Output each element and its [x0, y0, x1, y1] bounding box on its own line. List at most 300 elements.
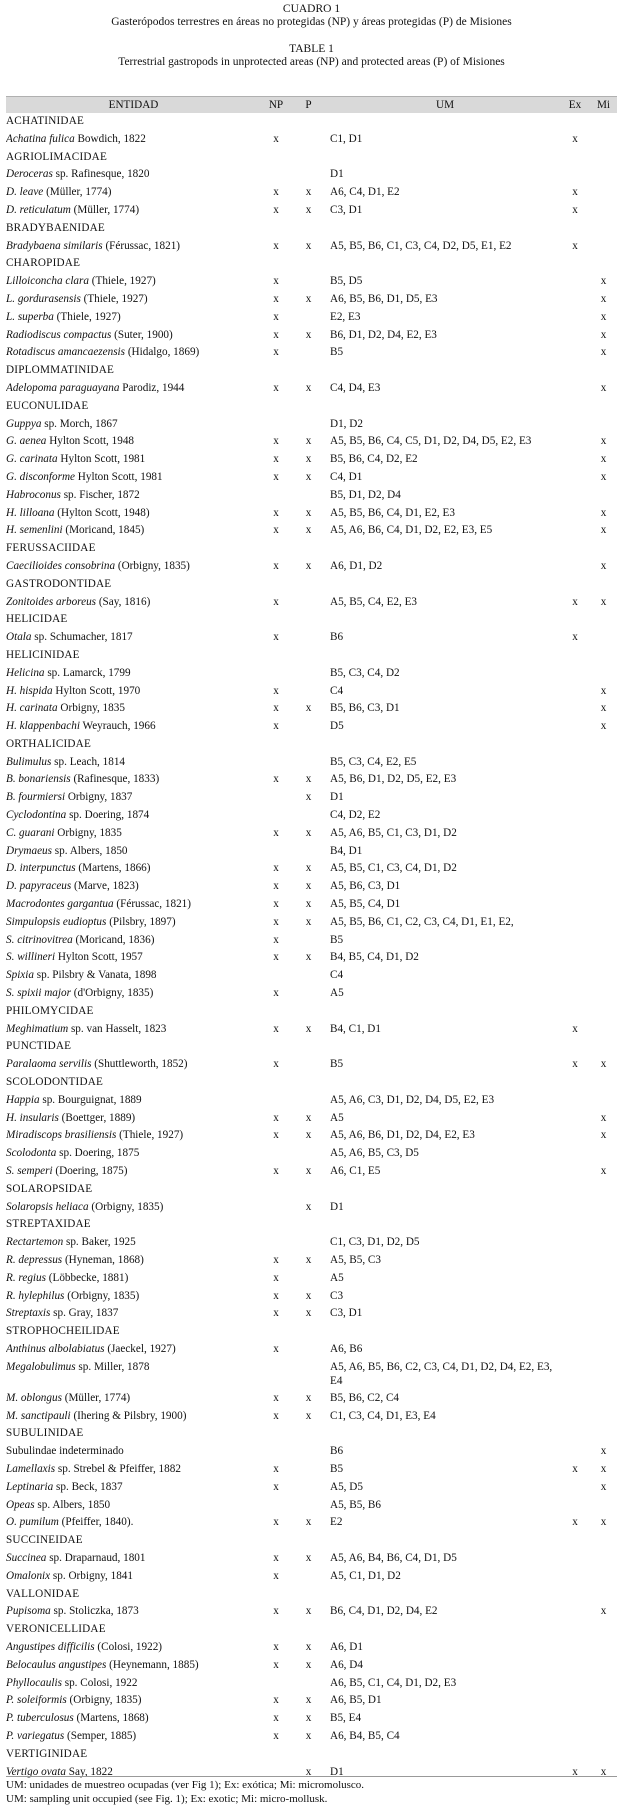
family-row	[6, 1038, 617, 1056]
ex-cell	[560, 754, 590, 772]
ex-cell	[560, 914, 590, 932]
np-cell: x	[273, 1640, 279, 1653]
species-binomial: B. fourmiersi	[6, 791, 66, 804]
species-name	[6, 683, 261, 701]
species-row	[6, 1163, 617, 1181]
species-author: (Ihering & Pilsbry, 1900)	[70, 1409, 187, 1422]
np-cell: x	[273, 328, 279, 341]
species-author: sp. Beck, 1837	[53, 1480, 123, 1493]
mi-cell: x	[600, 1165, 607, 1178]
species-row	[6, 184, 617, 202]
ex-cell: x	[572, 132, 578, 145]
family-name: EUCONULIDAE	[6, 399, 89, 412]
species-author: sp. Doering, 1875	[56, 1147, 140, 1160]
np-cell	[261, 665, 291, 683]
species-name	[6, 433, 261, 451]
species-binomial: Rectartemon	[6, 1236, 64, 1249]
mi-cell: x	[600, 1516, 607, 1529]
np-cell	[261, 789, 291, 807]
ex-cell	[560, 1675, 590, 1693]
um-cell: B5	[330, 1462, 344, 1475]
species-row	[6, 522, 617, 540]
np-cell	[261, 1443, 291, 1461]
family-row	[6, 1621, 617, 1639]
species-author: sp. Colosi, 1922	[61, 1676, 138, 1689]
caption-en-title: Terrestrial gastropods in unprotected areas (NP) and protected areas (P) of Misiones	[118, 56, 505, 68]
mi-cell	[590, 985, 617, 1003]
p-cell	[291, 985, 326, 1003]
p-cell: x	[305, 1765, 312, 1778]
ex-cell	[560, 309, 590, 327]
species-binomial: Drymaeus	[6, 844, 52, 857]
mi-cell: x	[600, 453, 607, 466]
species-row	[6, 825, 617, 843]
family-row	[6, 1746, 617, 1764]
species-author: Hylton Scott, 1970	[52, 684, 141, 697]
p-cell: x	[305, 862, 312, 875]
species-name	[6, 505, 261, 523]
species-author: sp. Draparnaud, 1801	[46, 1551, 146, 1564]
species-name	[6, 629, 261, 647]
p-cell: x	[305, 381, 312, 394]
species-author: (Thiele, 1927)	[53, 310, 121, 323]
mi-cell	[590, 1305, 617, 1323]
ex-cell	[560, 1163, 590, 1181]
ex-cell	[560, 1288, 590, 1306]
species-author: (Heynemann, 1885)	[106, 1658, 199, 1671]
species-name	[6, 807, 261, 825]
p-cell	[291, 131, 326, 149]
species-name	[6, 967, 261, 985]
mi-cell: x	[600, 1765, 607, 1778]
um-cell: A5	[330, 987, 344, 1000]
header-p: P	[291, 97, 326, 114]
species-author: (Shuttleworth, 1852)	[91, 1058, 188, 1071]
species-name	[6, 1145, 261, 1163]
species-row	[6, 1199, 617, 1217]
species-author: (Müller, 1774)	[70, 203, 140, 216]
np-cell: x	[273, 203, 279, 216]
um-cell: C4, D1	[330, 470, 363, 483]
species-row	[6, 344, 617, 362]
mi-cell	[590, 131, 617, 149]
np-cell: x	[273, 898, 279, 911]
species-name	[6, 1199, 261, 1217]
species-author: (Martens, 1866)	[75, 862, 151, 875]
np-cell: x	[273, 631, 279, 644]
family-row	[6, 1181, 617, 1199]
species-binomial: Angustipes difficilis	[6, 1640, 95, 1653]
np-cell: x	[273, 1605, 279, 1618]
ex-cell	[560, 1110, 590, 1128]
um-cell: A5, B5, C4, E2, E3	[330, 595, 418, 608]
species-binomial: S. willineri	[6, 951, 56, 964]
species-row	[6, 1234, 617, 1252]
mi-cell	[590, 1675, 617, 1693]
family-row	[6, 255, 617, 273]
p-cell: x	[305, 506, 312, 519]
um-cell: A6, D4	[330, 1658, 363, 1671]
um-cell: C4, D4, E3	[330, 381, 381, 394]
header-mi: Mi	[590, 97, 617, 114]
species-binomial: G. carinata	[6, 453, 58, 466]
ex-cell	[560, 416, 590, 434]
p-cell	[291, 718, 326, 736]
species-binomial: Spixia	[6, 969, 34, 982]
p-cell: x	[305, 826, 312, 839]
family-name: FERUSSACIIDAE	[6, 542, 96, 555]
um-cell: A5, B5, B6	[330, 1498, 381, 1511]
species-row	[6, 843, 617, 861]
np-cell: x	[273, 381, 279, 394]
species-row	[6, 1639, 617, 1657]
species-binomial: Omalonix	[6, 1569, 51, 1582]
species-row	[6, 1021, 617, 1039]
p-cell	[291, 273, 326, 291]
ex-cell	[560, 1234, 590, 1252]
p-cell: x	[305, 1658, 312, 1671]
ex-cell	[560, 487, 590, 505]
ex-cell	[560, 380, 590, 398]
ex-cell	[560, 1359, 590, 1390]
species-row	[6, 771, 617, 789]
species-binomial: G. aenea	[6, 435, 47, 448]
species-binomial: Solaropsis heliaca	[6, 1200, 89, 1213]
species-author: (Jaeckel, 1927)	[104, 1342, 176, 1355]
um-cell: A5, A6, B6, D1, D2, D4, E2, E3	[330, 1129, 475, 1142]
mi-cell	[590, 896, 617, 914]
species-author: (Hidalgo, 1869)	[125, 346, 200, 359]
species-author: (Colosi, 1922)	[94, 1640, 163, 1653]
species-row	[6, 878, 617, 896]
p-cell: x	[305, 1200, 312, 1213]
species-name	[6, 700, 261, 718]
ex-cell	[560, 344, 590, 362]
species-row	[6, 1408, 617, 1426]
ex-cell: x	[572, 1058, 578, 1071]
mi-cell	[590, 914, 617, 932]
mi-cell	[590, 184, 617, 202]
p-cell: x	[305, 791, 312, 804]
um-cell: A5, B5, B6, C1, C2, C3, C4, D1, E1, E2,	[330, 915, 514, 928]
species-binomial: M. oblongus	[6, 1391, 62, 1404]
family-name: STREPTAXIDAE	[6, 1218, 91, 1231]
um-cell: A5, A6, B5, C3, D5	[330, 1147, 419, 1160]
ex-cell	[560, 1479, 590, 1497]
mi-cell	[590, 1252, 617, 1270]
species-binomial: Helicina	[6, 666, 45, 679]
ex-cell	[560, 700, 590, 718]
species-binomial: Vertigo ovata	[6, 1765, 66, 1778]
mi-cell	[590, 1639, 617, 1657]
species-name	[6, 860, 261, 878]
species-row	[6, 914, 617, 932]
um-cell: B5, E4	[330, 1712, 362, 1725]
species-author: Orbigny, 1835	[54, 826, 122, 839]
species-name	[6, 1657, 261, 1675]
species-binomial: C. guarani	[6, 826, 55, 839]
species-binomial: Lilloiconcha clara	[6, 275, 89, 288]
ex-cell	[560, 1305, 590, 1323]
np-cell: x	[273, 1111, 279, 1124]
np-cell: x	[273, 826, 279, 839]
um-cell: A6, C1, E5	[330, 1165, 381, 1178]
um-cell: B5, B6, C2, C4	[330, 1391, 400, 1404]
species-name	[6, 344, 261, 362]
np-cell: x	[273, 1165, 279, 1178]
species-row	[6, 1550, 617, 1568]
np-cell: x	[273, 880, 279, 893]
np-cell: x	[273, 239, 279, 252]
mi-cell	[590, 487, 617, 505]
table-body	[6, 113, 617, 1781]
species-author: sp. Baker, 1925	[63, 1236, 136, 1249]
species-binomial: B. bonariensis	[6, 773, 71, 786]
mi-cell	[590, 1390, 617, 1408]
mi-cell	[590, 843, 617, 861]
ex-cell: x	[572, 186, 578, 199]
ex-cell	[560, 665, 590, 683]
species-name	[6, 309, 261, 327]
mi-cell: x	[600, 559, 607, 572]
family-row	[6, 1216, 617, 1234]
ex-cell	[560, 1497, 590, 1515]
mi-cell	[590, 1341, 617, 1359]
ex-cell	[560, 807, 590, 825]
species-binomial: Pupisoma	[6, 1605, 51, 1618]
species-name	[6, 754, 261, 772]
species-binomial: Anthinus albolabiatus	[6, 1342, 105, 1355]
species-author: sp. Rafinesque, 1820	[52, 168, 150, 181]
um-cell: A5, B5, C3	[330, 1254, 381, 1266]
note-en: UM: sampling unit occupied (see Fig. 1); Ex: exotic; Mi: micro-mollusk.	[6, 1793, 328, 1805]
species-author: (Hyneman, 1868)	[62, 1254, 144, 1266]
family-name: SCOLODONTIDAE	[6, 1076, 104, 1089]
species-binomial: Bradybaena similaris	[6, 239, 103, 252]
p-cell	[291, 1092, 326, 1110]
species-binomial: Opeas	[6, 1498, 35, 1511]
ex-cell	[560, 522, 590, 540]
species-author: (Müller, 1774)	[61, 1391, 131, 1404]
um-cell: C4	[330, 969, 344, 982]
species-binomial: R. depressus	[6, 1254, 63, 1266]
species-binomial: H. insularis	[6, 1111, 59, 1124]
species-author: sp. Doering, 1874	[66, 809, 150, 822]
species-row	[6, 1675, 617, 1693]
mi-cell	[590, 1728, 617, 1746]
np-cell: x	[273, 506, 279, 519]
p-cell: x	[305, 1111, 312, 1124]
ex-cell	[560, 1252, 590, 1270]
um-cell: A5, B5, B6, C1, C3, C4, D2, D5, E1, E2	[330, 239, 512, 252]
species-row	[6, 1514, 617, 1532]
np-cell	[261, 1145, 291, 1163]
p-cell	[291, 932, 326, 950]
p-cell: x	[305, 470, 312, 483]
ex-cell	[560, 558, 590, 576]
table-captions	[0, 0, 623, 69]
p-cell: x	[305, 559, 312, 572]
ex-cell	[560, 1390, 590, 1408]
species-author: (Moricand, 1845)	[62, 524, 145, 537]
mi-cell	[590, 1270, 617, 1288]
um-cell: C3	[330, 1289, 344, 1302]
mi-cell: x	[600, 328, 607, 341]
species-author: (Moricand, 1836)	[72, 933, 155, 946]
species-row	[6, 327, 617, 345]
species-name	[6, 1497, 261, 1515]
ex-cell	[560, 273, 590, 291]
species-row	[6, 1127, 617, 1145]
species-binomial: Bulimulus	[6, 755, 52, 768]
table-notes	[6, 1776, 617, 1806]
p-cell: x	[305, 1551, 312, 1564]
species-author: sp. van Hasselt, 1823	[68, 1022, 167, 1035]
species-row	[6, 487, 617, 505]
ex-cell	[560, 291, 590, 309]
mi-cell	[590, 1568, 617, 1586]
mi-cell	[590, 238, 617, 256]
ex-cell	[560, 1092, 590, 1110]
np-cell	[261, 416, 291, 434]
p-cell	[291, 1270, 326, 1288]
species-binomial: Paralaoma servilis	[6, 1058, 92, 1071]
species-name	[6, 522, 261, 540]
ex-cell	[560, 469, 590, 487]
mi-cell: x	[600, 506, 607, 519]
mi-cell	[590, 665, 617, 683]
np-cell: x	[273, 453, 279, 466]
species-name	[6, 1234, 261, 1252]
p-cell: x	[305, 1729, 312, 1742]
um-cell: A5	[330, 1111, 344, 1124]
p-cell: x	[305, 1409, 312, 1422]
family-name: HELICIDAE	[6, 613, 68, 626]
np-cell: x	[273, 1289, 279, 1302]
ex-cell	[560, 1199, 590, 1217]
species-author: (Doering, 1875)	[52, 1165, 128, 1178]
species-row	[6, 469, 617, 487]
species-author: (Orbigny, 1835)	[88, 1200, 164, 1213]
species-row	[6, 166, 617, 184]
um-cell: B4, B5, C4, D1, D2	[330, 951, 419, 964]
mi-cell: x	[600, 1129, 607, 1142]
species-name	[6, 843, 261, 861]
ex-cell	[560, 967, 590, 985]
mi-cell	[590, 1408, 617, 1426]
p-cell: x	[305, 1022, 312, 1035]
p-cell: x	[305, 292, 312, 305]
mi-cell	[590, 1092, 617, 1110]
species-author: sp. Morch, 1867	[41, 417, 118, 430]
species-author: Hylton Scott, 1981	[74, 470, 163, 483]
ex-cell	[560, 860, 590, 878]
species-row	[6, 1603, 617, 1621]
species-author: Orbigny, 1835	[57, 702, 125, 715]
species-name	[6, 1514, 261, 1532]
species-binomial: Simpulopsis eudioptus	[6, 915, 107, 928]
species-name	[6, 469, 261, 487]
species-row	[6, 1728, 617, 1746]
species-row	[6, 1479, 617, 1497]
mi-cell: x	[600, 1111, 607, 1124]
p-cell	[291, 1479, 326, 1497]
species-name	[6, 665, 261, 683]
ex-cell: x	[572, 203, 578, 216]
ex-cell: x	[572, 595, 578, 608]
species-row	[6, 1056, 617, 1074]
um-cell: A5, C1, D1, D2	[330, 1569, 401, 1582]
um-cell: C4, D2, E2	[330, 809, 381, 822]
mi-cell: x	[600, 346, 607, 359]
um-cell: C1, D1	[330, 132, 363, 145]
np-cell	[261, 967, 291, 985]
species-author: (Thiele, 1927)	[80, 292, 148, 305]
ex-cell	[560, 1603, 590, 1621]
mi-cell	[590, 1145, 617, 1163]
um-cell: B5, D1, D2, D4	[330, 488, 401, 501]
mi-cell	[590, 771, 617, 789]
np-cell: x	[273, 1480, 279, 1493]
gastropod-table	[6, 96, 617, 1781]
p-cell: x	[305, 524, 312, 537]
ex-cell	[560, 1145, 590, 1163]
header-np: NP	[261, 97, 291, 114]
mi-cell	[590, 932, 617, 950]
species-row	[6, 1692, 617, 1710]
species-name	[6, 1163, 261, 1181]
family-name: VERONICELLIDAE	[6, 1623, 106, 1636]
species-binomial: P. variegatus	[6, 1729, 65, 1742]
species-name	[6, 594, 261, 612]
p-cell	[291, 1675, 326, 1693]
um-cell: C1, C3, D1, D2, D5	[330, 1236, 420, 1249]
species-author: (Thiele, 1927)	[116, 1129, 184, 1142]
np-cell	[261, 1199, 291, 1217]
species-binomial: L. gordurasensis	[6, 292, 81, 305]
species-author: (Say, 1816)	[96, 595, 151, 608]
family-row	[6, 220, 617, 238]
species-row	[6, 1145, 617, 1163]
p-cell: x	[305, 898, 312, 911]
family-row	[6, 1074, 617, 1092]
um-cell: A6, D1, D2	[330, 559, 383, 572]
ex-cell: x	[572, 1516, 578, 1529]
species-name	[6, 1710, 261, 1728]
species-name	[6, 1443, 261, 1461]
np-cell: x	[273, 186, 279, 199]
species-row	[6, 1657, 617, 1675]
family-row	[6, 1586, 617, 1604]
p-cell: x	[305, 239, 312, 252]
um-cell: A5, A6, C3, D1, D2, D4, D5, E2, E3	[330, 1093, 495, 1106]
np-cell: x	[273, 987, 279, 1000]
np-cell: x	[273, 933, 279, 946]
species-row	[6, 505, 617, 523]
family-name: SOLAROPSIDAE	[6, 1182, 93, 1195]
mi-cell	[590, 878, 617, 896]
p-cell: x	[305, 1289, 312, 1302]
p-cell: x	[305, 773, 312, 786]
family-name: AGRIOLIMACIDAE	[6, 150, 107, 163]
um-cell: C3, D1	[330, 203, 363, 216]
p-cell: x	[305, 702, 312, 715]
family-row	[6, 1003, 617, 1021]
um-cell: A5, A6, B5, C1, C3, D1, D2	[330, 826, 457, 839]
um-cell: A5, B6, C3, D1	[330, 880, 401, 893]
np-cell: x	[273, 1551, 279, 1564]
species-binomial: S. spixii major	[6, 987, 71, 1000]
